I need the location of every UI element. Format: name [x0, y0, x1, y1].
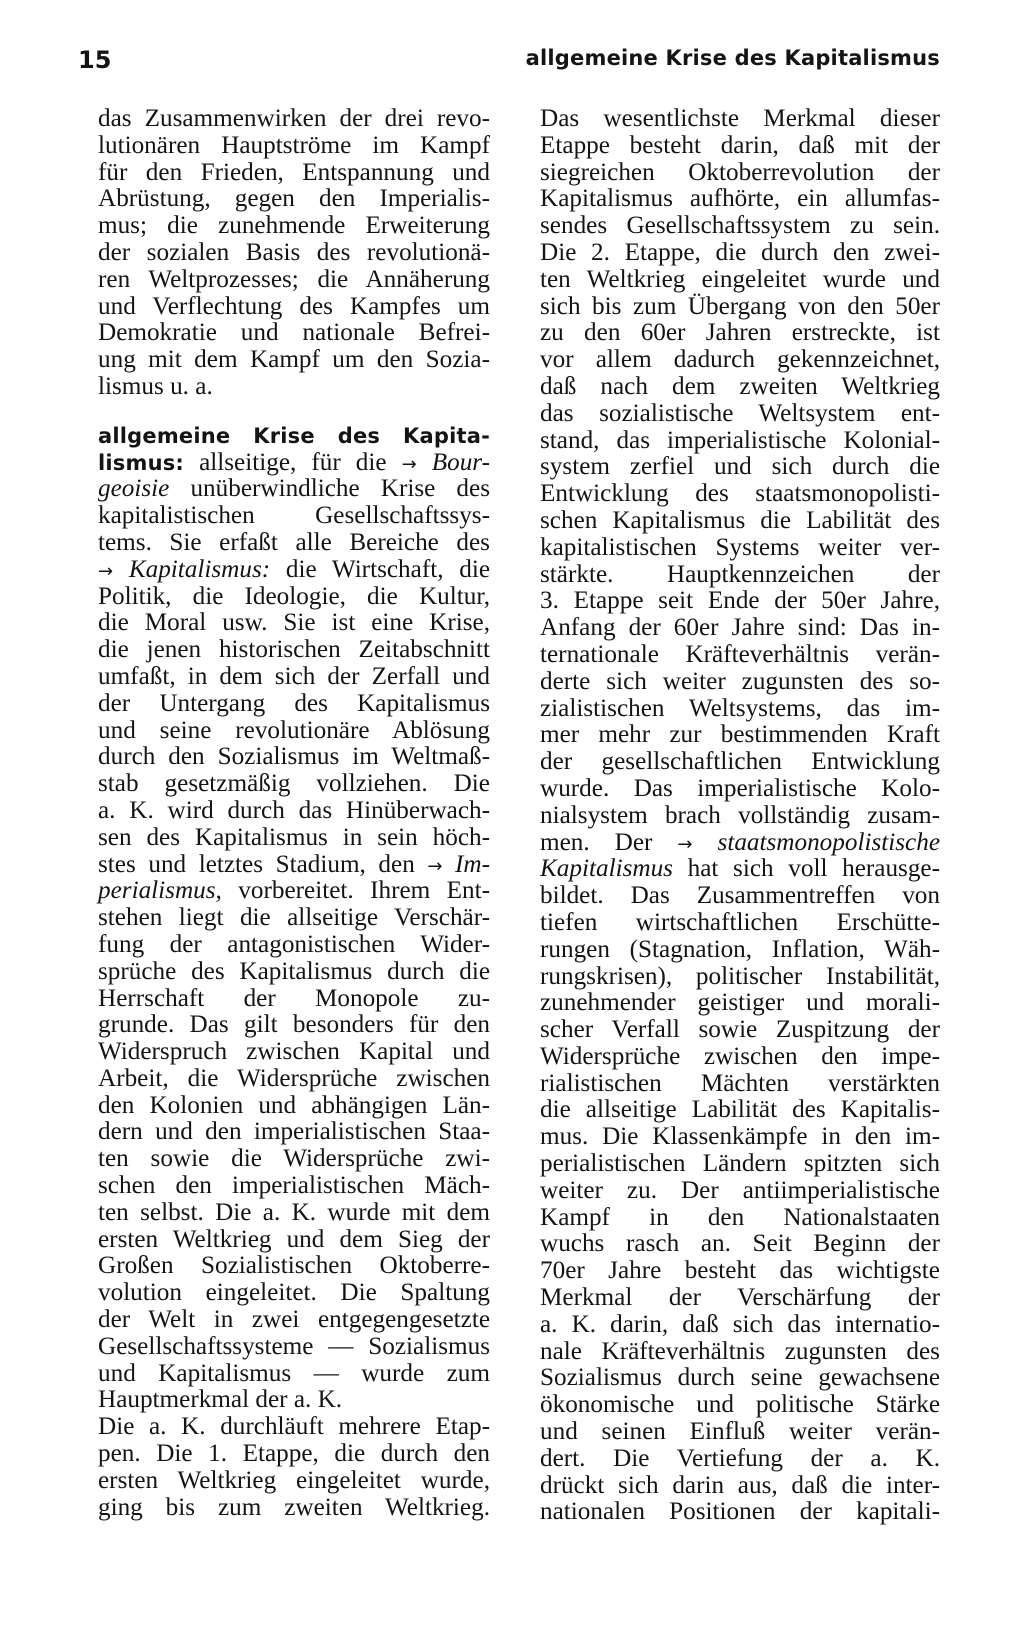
- text-line: fung der antagonistischen Wider-: [98, 930, 490, 958]
- text-line: kapitalistischen Gesellschaftssys-: [98, 502, 490, 530]
- page-number: 15: [78, 46, 112, 74]
- text-line: der Untergang des Kapitalismus: [98, 689, 490, 717]
- text-line: ung mit dem Kampf um den Sozia-: [98, 346, 490, 374]
- text-line: nationalen Positionen der kapitali-: [540, 1498, 940, 1526]
- text-fragment: hat sich voll herausge-: [687, 855, 940, 883]
- text-line: ten Weltkrieg eingeleitet wurde und: [540, 265, 940, 293]
- text-line: nialsystem brach vollständig zusam-: [540, 801, 940, 829]
- text-line: siegreichen Oktoberrevolution der: [540, 158, 940, 186]
- text-line: zu den 60er Jahren erstreckte, ist: [540, 319, 940, 347]
- text-line: rungskrisen), politischer Instabilität,: [540, 962, 940, 990]
- cross-reference-arrow-icon: →: [427, 855, 443, 877]
- left-column: [98, 106, 490, 1521]
- text-line: die allseitige Labilität des Kapitalis-: [540, 1096, 940, 1124]
- headword: lismus:: [98, 450, 185, 475]
- text-line: Arbeit, die Widersprüche zwischen: [98, 1064, 490, 1092]
- text-line: sprüche des Kapitalismus durch die: [98, 957, 490, 985]
- text-fragment: unüberwindliche Krise des: [190, 475, 490, 503]
- text-fragment: allseitige, für die: [199, 448, 387, 476]
- text-line: dern und den imperialistischen Staa-: [98, 1118, 490, 1146]
- text-line: den Kolonien und abhängigen Län-: [98, 1091, 490, 1119]
- text-line: Kampf in den Nationalstaaten: [540, 1203, 940, 1231]
- text-line: ersten Weltkrieg eingeleitet wurde,: [98, 1466, 490, 1494]
- text-line: a. K. darin, daß sich das internatio-: [540, 1310, 940, 1338]
- text-line: daß nach dem zweiten Weltkrieg: [540, 372, 940, 400]
- cross-reference-link[interactable]: perialismus,: [98, 877, 222, 905]
- text-line: [98, 476, 490, 503]
- text-line: der Welt in zwei entgegengesetzte: [98, 1306, 490, 1334]
- right-column: [540, 106, 940, 1526]
- text-line: stehen liegt die allseitige Verschär-: [98, 904, 490, 932]
- text-line: dert. Die Vertiefung der a. K.: [540, 1444, 940, 1472]
- text-line: mus; die zunehmende Erweiterung: [98, 212, 490, 240]
- text-line: und seinen Einfluß weiter verän-: [540, 1418, 940, 1446]
- text-line: umfaßt, in dem sich der Zerfall und: [98, 662, 490, 690]
- text-line: [98, 878, 490, 905]
- text-line: rialistischen Mächten verstärkten: [540, 1069, 940, 1097]
- text-line: Die a. K. durchläuft mehrere Etap-: [98, 1413, 490, 1441]
- text-line: Anfang der 60er Jahre sind: Das in-: [540, 614, 940, 642]
- text-line: wuchs rasch an. Seit Beginn der: [540, 1230, 940, 1258]
- text-line: 3. Etappe seit Ende der 50er Jahre,: [540, 587, 940, 615]
- dictionary-entry: [98, 423, 490, 1522]
- text-line: pen. Die 1. Etappe, die durch den: [98, 1440, 490, 1468]
- cross-reference-arrow-icon: →: [677, 833, 693, 855]
- cross-reference-link[interactable]: Kapitalismus:: [128, 555, 271, 583]
- text-line: rungen (Stagnation, Inflation, Wäh-: [540, 935, 940, 963]
- text-line: ging bis zum zweiten Weltkrieg.: [98, 1493, 490, 1521]
- cross-reference-arrow-icon: →: [401, 453, 417, 475]
- text-line: [540, 856, 940, 883]
- running-head: allgemeine Krise des Kapitalismus: [525, 46, 940, 70]
- text-line: Großen Sozialistischen Oktoberre-: [98, 1252, 490, 1280]
- text-line: sendes Gesellschaftssystem zu sein.: [540, 212, 940, 240]
- text-line: und Verflechtung des Kampfes um: [98, 292, 490, 320]
- text-fragment: stes und letztes Stadium, den: [98, 850, 415, 878]
- paragraph-gap: [98, 401, 490, 423]
- text-line: die Moral usw. Sie ist eine Krise,: [98, 609, 490, 637]
- text-line: Widersprüche zwischen den impe-: [540, 1042, 940, 1070]
- text-line: Politik, die Ideologie, die Kultur,: [98, 582, 490, 610]
- text-line: schen den imperialistischen Mäch-: [98, 1172, 490, 1200]
- text-fragment: die Wirtschaft, die: [285, 555, 490, 583]
- text-line: Herrschaft der Monopole zu-: [98, 984, 490, 1012]
- text-line: stab gesetzmäßig vollziehen. Die: [98, 770, 490, 798]
- text-line: ökonomische und politische Stärke: [540, 1391, 940, 1419]
- text-line: Gesellschaftssysteme — Sozialismus: [98, 1332, 490, 1360]
- text-line: ten sowie die Widersprüche zwi-: [98, 1145, 490, 1173]
- text-line: derte sich weiter zugunsten des so-: [540, 667, 940, 695]
- text-line: das Zusammenwirken der drei revo-: [98, 105, 490, 132]
- text-line: für den Frieden, Entspannung und: [98, 158, 490, 186]
- text-line: zunehmender geistiger und morali-: [540, 989, 940, 1017]
- text-line: bildet. Das Zusammentreffen von: [540, 882, 940, 910]
- text-fragment: men. Der: [540, 828, 653, 856]
- text-line: tems. Sie erfaßt alle Bereiche des: [98, 528, 490, 556]
- page-header: [78, 46, 940, 80]
- text-line: und Kapitalismus — wurde zum: [98, 1359, 490, 1387]
- text-line: sen des Kapitalismus in sein höch-: [98, 823, 490, 851]
- text-line: vor allem dadurch gekennzeichnet,: [540, 346, 940, 374]
- text-line: das sozialistische Weltsystem ent-: [540, 399, 940, 427]
- text-line: schen Kapitalismus die Labilität des: [540, 506, 940, 534]
- text-line: sich bis zum Übergang von den 50er: [540, 292, 940, 320]
- text-line: 70er Jahre besteht das wichtigste: [540, 1257, 940, 1285]
- headword-line: [98, 423, 490, 450]
- text-line: mer mehr zur bestimmenden Kraft: [540, 721, 940, 749]
- text-line: volution eingeleitet. Die Spaltung: [98, 1279, 490, 1307]
- text-line: [540, 830, 940, 857]
- text-line: [98, 852, 490, 879]
- text-line: Hauptmerkmal der a. K.: [98, 1386, 343, 1414]
- text-line: Widerspruch zwischen Kapital und: [98, 1038, 490, 1066]
- text-line: Entwicklung des staatsmonopolisti-: [540, 480, 940, 508]
- text-line: stärkte. Hauptkennzeichen der: [540, 560, 940, 588]
- text-line: und seine revolutionäre Ablösung: [98, 716, 490, 744]
- cross-reference-arrow-icon: →: [98, 560, 114, 582]
- text-line: die jenen historischen Zeitabschnitt: [98, 636, 490, 664]
- text-line: der sozialen Basis des revolutionä-: [98, 238, 490, 266]
- text-line: ternationale Kräfteverhältnis verän-: [540, 640, 940, 668]
- text-line: wurde. Das imperialistische Kolo-: [540, 774, 940, 802]
- text-line: zialistischen Weltsystems, das im-: [540, 694, 940, 722]
- cross-reference-link[interactable]: staatsmonopolistische: [717, 828, 941, 856]
- text-fragment: vorbereitet. Ihrem Ent-: [238, 877, 491, 905]
- cross-reference-link[interactable]: Bour-: [431, 448, 490, 476]
- text-line: kapitalistischen Systems weiter ver-: [540, 533, 940, 561]
- text-line: tiefen wirtschaftlichen Erschütte-: [540, 908, 940, 936]
- text-line: [98, 557, 490, 584]
- text-line: scher Verfall sowie Zuspitzung der: [540, 1016, 940, 1044]
- text-line: grunde. Das gilt besonders für den: [98, 1011, 490, 1039]
- text-line: [98, 450, 490, 477]
- text-line: ersten Weltkrieg und dem Sieg der: [98, 1225, 490, 1253]
- text-line: ten selbst. Die a. K. wurde mit dem: [98, 1198, 490, 1226]
- text-line: Kapitalismus aufhörte, ein allumfas-: [540, 185, 940, 213]
- cross-reference-link[interactable]: Im-: [455, 850, 491, 878]
- text-line: Merkmal der Verschärfung der: [540, 1284, 940, 1312]
- cross-reference-link[interactable]: geoisie: [98, 475, 170, 503]
- text-line: Demokratie und nationale Befrei-: [98, 319, 490, 347]
- text-line: mus. Die Klassenkämpfe in den im-: [540, 1123, 940, 1151]
- text-line: stand, das imperialistische Kolonial-: [540, 426, 940, 454]
- text-line: lutionären Hauptströme im Kampf: [98, 131, 490, 159]
- text-line: drückt sich darin aus, daß die inter-: [540, 1471, 940, 1499]
- text-line: durch den Sozialismus im Weltmaß-: [98, 743, 490, 771]
- text-line: Das wesentlichste Merkmal dieser: [540, 105, 940, 132]
- text-line: Sozialismus durch seine gewachsene: [540, 1364, 940, 1392]
- headword: allgemeine Krise des Kapita-: [98, 423, 490, 448]
- text-line: lismus u. a.: [98, 372, 213, 400]
- text-line: Abrüstung, gegen den Imperialis-: [98, 185, 490, 213]
- text-line: Die 2. Etappe, die durch den zwei-: [540, 238, 940, 266]
- text-line: perialistischen Ländern spitzten sich: [540, 1150, 940, 1178]
- text-line: der gesellschaftlichen Entwicklung: [540, 748, 940, 776]
- text-line: system zerfiel und sich durch die: [540, 453, 940, 481]
- text-line: a. K. wird durch das Hinüberwach-: [98, 796, 490, 824]
- entry-continuation: [98, 106, 490, 401]
- text-line: ren Weltprozesses; die Annäherung: [98, 265, 490, 293]
- text-line: Etappe besteht darin, daß mit der: [540, 131, 940, 159]
- text-line: weiter zu. Der antiimperialistische: [540, 1176, 940, 1204]
- text-line: nale Kräfteverhältnis zugunsten des: [540, 1337, 940, 1365]
- cross-reference-link[interactable]: Kapitalismus: [540, 855, 673, 883]
